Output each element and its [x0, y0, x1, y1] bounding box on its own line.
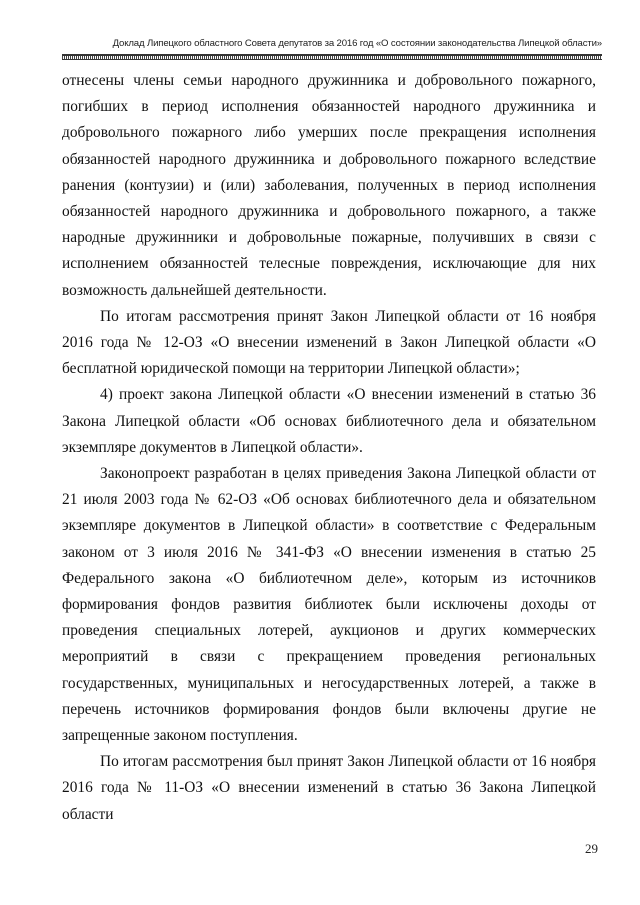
header-title: Доклад Липецкого областного Совета депутатов за 2016 год «О состоянии законодательства Липецкой области» [112, 38, 602, 49]
document-body [62, 68, 596, 828]
paragraph: 4) проект закона Липецкой области «О внесении изменений в статью 36 Закона Липецкой области «Об основах библиотечного дела и обязательном экземпляре документов в Липецкой области». [62, 386, 596, 456]
paragraph: По итогам рассмотрения был принят Закон Липецкой области от 16 ноября 2016 года № 11-ОЗ «О внесении изменений в статью 36 Закона Липецкой области [62, 753, 596, 823]
page-header [62, 38, 602, 62]
paragraph: Законопроект разработан в целях приведения Закона Липецкой области от 21 июля 2003 года № 62-ОЗ «Об основах библиотечного дела и обязательном экземпляре документов в Липецкой области» в соответствие с Федеральным законом от 3 июля 2016 № 341-ФЗ «О внесении изменения в статью 25 Федерального закона «О библиотечном деле», которым из источников формирования фондов развития библиотек были исключены доходы от проведения специальных лотерей, аукционов и других коммерческих мероприятий в связи с прекращением проведения региональных государственных, муниципальных и негосударственных лотерей, а также в перечень источников формирования фондов были включены другие не запрещенные законом поступления. [62, 465, 596, 745]
header-rule [62, 54, 602, 60]
paragraph: По итогам рассмотрения принят Закон Липецкой области от 16 ноября 2016 года № 12-ОЗ «О внесении изменений в Закон Липецкой области «О бесплатной юридической помощи на территории Липецкой области»; [62, 307, 596, 378]
paragraph-continuation: отнесены члены семьи народного дружинника и добровольного пожарного, погибших в период исполнения обязанностей народного дружинника и добровольного пожарного либо умерших после прекращения исполнения обязанностей народного дружинника и добровольного пожарного вследствие ранения (контузии) и (или) заболевания, полученных в период исполнения обязанностей народного дружинника и добровольного пожарного, а также народные дружинники и добровольные пожарные, получивших в связи с исполнением обязанностей телесные повреждения, исключающие для них возможность дальнейшей деятельности. [62, 72, 596, 299]
page-number: 29 [585, 841, 598, 856]
